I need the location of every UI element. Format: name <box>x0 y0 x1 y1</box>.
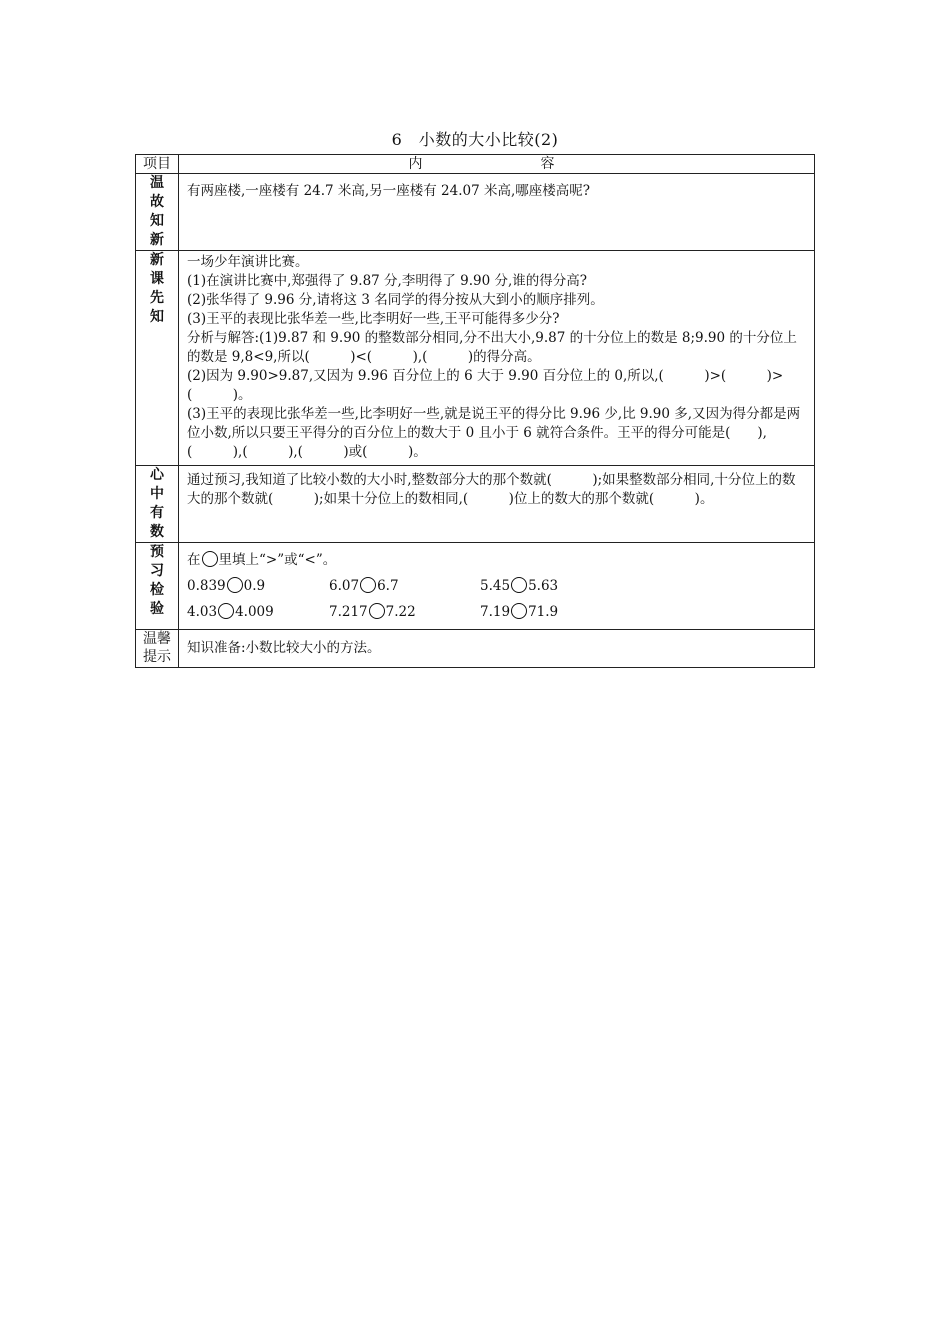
exercise-item: 6.07 6.7 <box>329 578 399 594</box>
row-label-preview-check: 预习检验 <box>136 543 179 630</box>
new-lesson-line: 一场少年演讲比赛。 <box>187 254 309 270</box>
row-label-review: 温故知新 <box>136 174 179 251</box>
in-mind-text: 通过预习,我知道了比较小数的大小时,整数部分大的那个数就( );如果整数部分相同,十分位上的数大的那个数就( );如果十分位上的数相同,( )位上的数大的那个数就( )。 <box>179 466 815 543</box>
row-label-in-mind: 心中有数 <box>136 466 179 543</box>
review-text: 有两座楼,一座楼有 24.7 米高,另一座楼有 24.07 米高,哪座楼高呢? <box>179 174 815 251</box>
new-lesson-content <box>179 251 815 466</box>
new-lesson-line: (2)张华得了 9.96 分,请将这 3 名同学的得分按从大到小的顺序排列。 <box>187 292 604 308</box>
new-lesson-line: (1)在演讲比赛中,郑强得了 9.87 分,李明得了 9.90 分,谁的得分高? <box>187 273 588 289</box>
new-lesson-line: (3)王平的表现比张华差一些,比李明好一些,王平可能得多少分? <box>187 311 560 327</box>
exercise-grid <box>187 577 806 622</box>
answer-circle-icon[interactable] <box>369 603 385 619</box>
new-lesson-line: (2)因为 9.90>9.87,又因为 9.96 百分位上的 6 大于 9.90 百分位上的 0,所以,( )>( )>( )。 <box>187 368 784 403</box>
table-row <box>136 251 815 466</box>
tips-text: 知识准备:小数比较大小的方法。 <box>179 630 815 668</box>
header-item: 项目 <box>136 155 179 174</box>
preview-instruction: 在 里填上“>”或“<”。 <box>187 552 337 568</box>
header-content: 内 容 <box>179 155 815 174</box>
answer-circle-icon[interactable] <box>511 603 527 619</box>
table-row <box>136 630 815 668</box>
row-label-tips: 温馨提示 <box>136 630 179 668</box>
answer-circle-icon[interactable] <box>360 577 376 593</box>
compare-circle-icon <box>202 551 218 567</box>
answer-circle-icon[interactable] <box>218 603 234 619</box>
answer-circle-icon[interactable] <box>227 577 243 593</box>
exercise-item: 7.19 71.9 <box>480 604 559 620</box>
answer-circle-icon[interactable] <box>511 577 527 593</box>
exercise-item: 0.839 0.9 <box>187 578 266 594</box>
exercise-item: 5.45 5.63 <box>480 578 559 594</box>
table-row <box>136 466 815 543</box>
page-title: 6 小数的大小比较(2) <box>391 130 559 149</box>
table-row <box>136 174 815 251</box>
table-row <box>136 543 815 630</box>
lesson-table <box>135 154 815 668</box>
exercise-item: 4.03 4.009 <box>187 604 274 620</box>
table-header-row <box>136 155 815 174</box>
new-lesson-line: (3)王平的表现比张华差一些,比李明好一些,就是说王平的得分比 9.96 少,比 9.90 多,又因为得分都是两位小数,所以只要王平得分的百分位上的数大于 0 且小于 6 就符合条件。王平的得分可能是( ),( ),( ),( )或( )。 <box>187 406 801 460</box>
row-label-new-lesson: 新课先知 <box>136 251 179 466</box>
exercise-item: 7.217 7.22 <box>329 604 416 620</box>
preview-check-content <box>179 543 815 630</box>
new-lesson-line: 分析与解答:(1)9.87 和 9.90 的整数部分相同,分不出大小,9.87 的十分位上的数是 8;9.90 的十分位上的数是 9,8<9,所以( )<( ),( )的得分高。 <box>187 330 797 365</box>
